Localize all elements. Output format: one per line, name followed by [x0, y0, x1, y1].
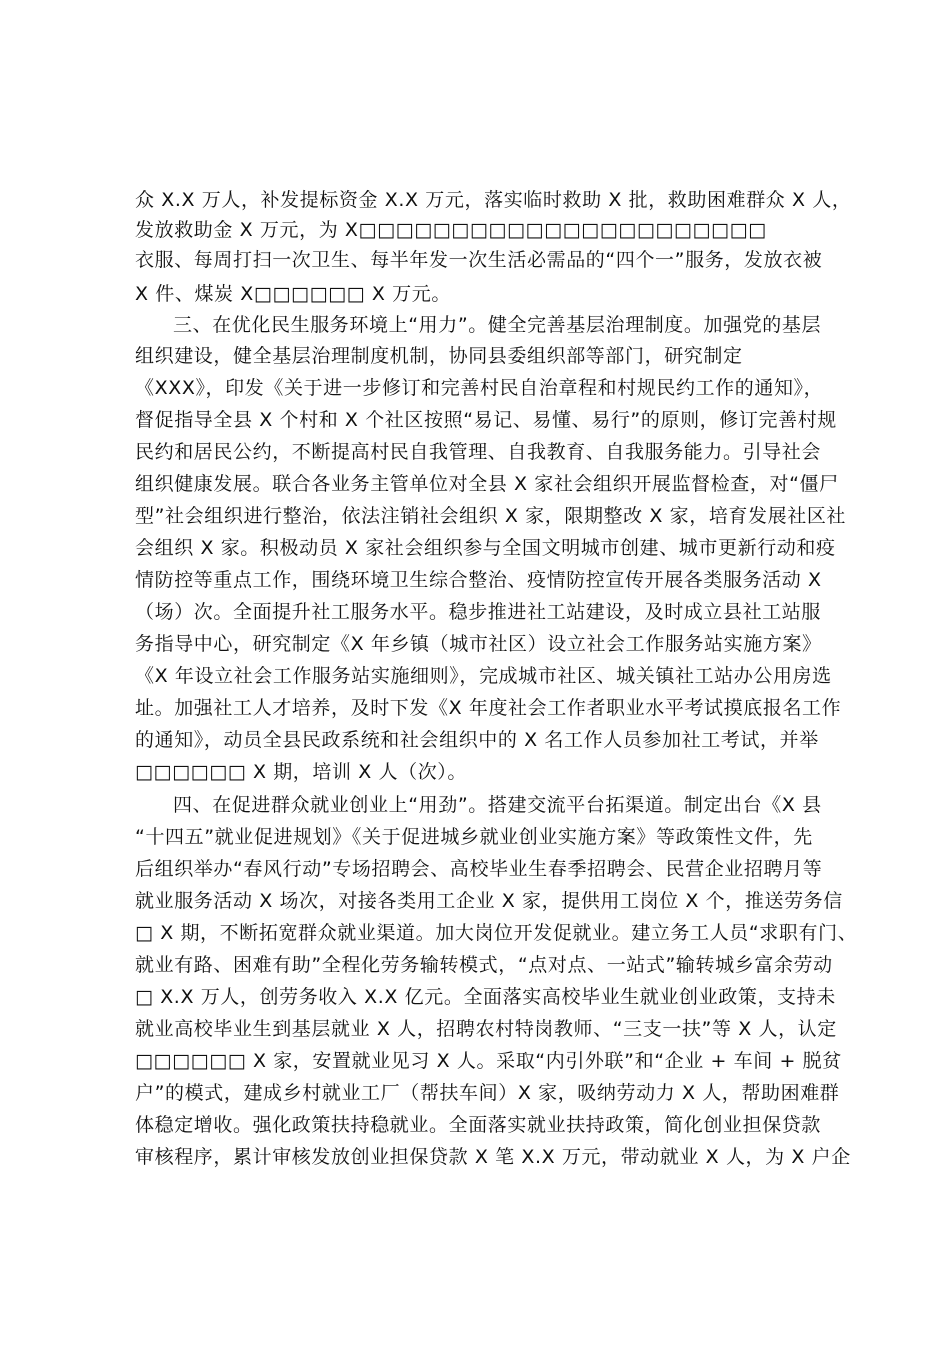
text-line: 就业服务活动 X 场次，对接各类用工企业 X 家，提供用工岗位 X 个，推送劳务信: [135, 890, 843, 912]
text-line: 众 X.X 万人，补发提标资金 X.X 万元，落实临时救助 X 批，救助困难群众 X 人，: [135, 189, 852, 211]
text-line: 情防控等重点工作，围绕环境卫生综合整治、疫情防控宣传开展各类服务活动 X: [135, 569, 822, 591]
text-line: 《XXX》，印发《关于进一步修订和完善村民自治章程和村规民约工作的通知》，: [135, 377, 824, 399]
text-line: 审核程序，累计审核发放创业担保贷款 X 笔 X.X 万元，带动就业 X 人，为 X 户企: [135, 1146, 851, 1168]
text-line: 衣服、每周打扫一次卫生、每半年发一次生活必需品的“四个一”服务，发放衣被: [135, 249, 823, 271]
text-line: 就业有路、困难有助”全程化劳务输转模式，“点对点、一站式”输转城乡富余劳动: [135, 954, 833, 976]
text-line: 就业高校毕业生到基层就业 X 人，招聘农村特岗教师、“三支一扶”等 X 人，认定: [135, 1018, 837, 1040]
text-line: 址。加强社工人才培养，及时下发《X 年度社会工作者职业水平考试摸底报名工作: [135, 697, 842, 719]
text-line: 会组织 X 家。积极动员 X 家社会组织参与全国文明城市创建、城市更新行动和疫: [135, 537, 836, 559]
text-line: □□□□□□ X 家，安置就业见习 X 人。采取“内引外联”和“企业 + 车间 + 脱贫: [135, 1050, 842, 1072]
text-line: 组织建设，健全基层治理制度机制，协同县委组织部等部门，研究制定: [135, 345, 743, 367]
text-line: □□□□□□ X 期，培训 X 人（次）。: [135, 761, 468, 783]
text-line: 《X 年设立社会工作服务站实施细则》，完成城市社区、城关镇社工站办公用房选: [135, 665, 832, 687]
paragraph-heading-four: 四、在促进群众就业创业上“用劲”。搭建交流平台拓渠道。制定出台《X 县: [173, 794, 822, 816]
text-line: □ X 期，不断拓宽群众就业渠道。加大岗位开发促就业。建立务工人员“求职有门、: [135, 922, 858, 944]
text-line: 体稳定增收。强化政策扶持稳就业。全面落实就业扶持政策，简化创业担保贷款: [135, 1114, 822, 1136]
text-line: 务指导中心，研究制定《X 年乡镇（城市社区）设立社会工作服务站实施方案》: [135, 633, 822, 655]
text-line: X 件、煤炭 X□□□□□□ X 万元。: [135, 283, 451, 305]
text-line: 的通知》，动员全县民政系统和社会组织中的 X 名工作人员参加社工考试，并举: [135, 729, 819, 751]
text-line: 型”社会组织进行整治，依法注销社会组织 X 家，限期整改 X 家，培育发展社区社: [135, 505, 847, 527]
text-line: 户”的模式，建成乡村就业工厂（帮扶车间）X 家，吸纳劳动力 X 人，帮助困难群: [135, 1082, 840, 1104]
text-line: 发放救助金 X 万元，为 X□□□□□□□□□□□□□□□□□□□□□□: [135, 219, 767, 241]
text-line: 后组织举办“春风行动”专场招聘会、高校毕业生春季招聘会、民营企业招聘月等: [135, 858, 823, 880]
paragraph-heading-three: 三、在优化民生服务环境上“用力”。健全完善基层治理制度。加强党的基层: [173, 314, 822, 336]
text-line: 督促指导全县 X 个村和 X 个社区按照“易记、易懂、易行”的原则，修订完善村规: [135, 409, 837, 431]
text-line: 民约和居民公约，不断提高村民自我管理、自我教育、自我服务能力。引导社会: [135, 441, 822, 463]
text-line: （场）次。全面提升社工服务水平。稳步推进社工站建设，及时成立县社工站服: [135, 601, 822, 623]
text-line: □ X.X 万人，创劳务收入 X.X 亿元。全面落实高校毕业生就业创业政策，支持未: [135, 986, 836, 1008]
text-line: “十四五”就业促进规划》《关于促进城乡就业创业实施方案》等政策性文件，先: [135, 826, 813, 848]
text-line: 组织健康发展。联合各业务主管单位对全县 X 家社会组织开展监督检查，对“僵尸: [135, 473, 839, 495]
